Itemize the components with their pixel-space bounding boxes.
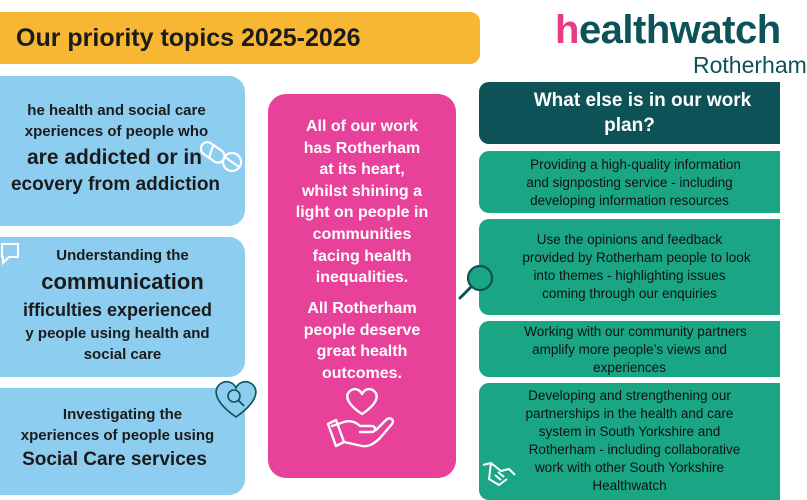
workplan-line: work with other South Yorkshire: [534, 459, 725, 475]
heart-magnifier-icon: [210, 375, 262, 423]
workplan-item-information: [479, 151, 780, 213]
page-title: Our priority topics 2025-2026: [16, 23, 361, 52]
workplan-line: and signposting service - including: [526, 174, 733, 190]
priority-card-addiction: [0, 76, 245, 226]
workplan-item-partnerships: [479, 383, 780, 500]
priority-line-emphasis: Social Care services: [22, 448, 207, 470]
pills-icon: [196, 138, 246, 178]
priority-line: Understanding the: [56, 247, 189, 264]
priority-line: Investigating the: [62, 406, 183, 423]
priority-line-emphasis: ifficulties experienced: [22, 299, 213, 320]
workplan-line: Rotherham - including collaborative: [528, 441, 741, 457]
mission-card: [268, 94, 456, 478]
priority-line: xperiences of people using: [20, 427, 215, 445]
mission-line: facing health: [312, 247, 412, 265]
workplan-line: Providing a high-quality information: [530, 157, 741, 172]
priority-card-communication: [0, 237, 245, 377]
heart-in-hand-icon: [322, 380, 402, 460]
mission-line: at its heart,: [319, 161, 405, 179]
priority-line: xperiences of people who: [24, 123, 209, 141]
workplan-header: [479, 82, 780, 144]
workplan-line: Use the opinions and feedback: [536, 232, 723, 247]
workplan-line: developing information resources: [530, 192, 729, 208]
workplan-item-partners: [479, 321, 780, 377]
mission-line: light on people in: [295, 204, 429, 222]
mission-line: outcomes.: [321, 364, 402, 382]
workplan-header-line: plan?: [604, 115, 655, 137]
workplan-header-line: What else is in our work: [533, 90, 752, 111]
workplan-line: Healthwatch: [592, 477, 667, 493]
workplan-item-feedback: [479, 219, 780, 315]
mission-line: has Rotherham: [303, 139, 421, 157]
mission-line: communities: [312, 225, 412, 243]
mission-line: people deserve: [303, 321, 421, 339]
workplan-line: Developing and strengthening our: [528, 388, 731, 403]
priority-line-emphasis: ecovery from addiction: [10, 174, 221, 196]
workplan-line: experiences: [593, 359, 666, 375]
workplan-line: partnerships in the health and care: [525, 405, 734, 421]
priority-line-emphasis: communication: [41, 269, 204, 295]
mission-line: great health: [316, 343, 408, 361]
priority-card-social-care: [0, 388, 245, 495]
handshake-icon: [479, 453, 519, 493]
priority-line: he health and social care: [27, 102, 206, 119]
workplan-line: coming through our enquiries: [542, 285, 717, 301]
workplan-line: system in South Yorkshire and: [538, 423, 721, 439]
mission-line: inequalities.: [315, 269, 409, 287]
workplan-line: provided by Rotherham people to look: [522, 249, 751, 265]
priority-line-emphasis: are addicted or in: [26, 145, 203, 169]
priority-line: y people using health and: [25, 325, 210, 343]
speech-bubble-icon: [0, 241, 22, 267]
workplan-line: amplify more people’s views and: [532, 341, 727, 357]
logo-location: Rotherham: [693, 52, 807, 78]
workplan-line: Working with our community partners: [524, 324, 747, 339]
mission-line: whilst shining a: [301, 182, 422, 200]
healthwatch-logo: [555, 8, 807, 78]
logo-wordmark: healthwatch: [555, 8, 781, 52]
mission-line: All Rotherham: [307, 300, 417, 317]
magnifier-icon: [454, 258, 500, 304]
mission-line: All of our work: [306, 118, 418, 135]
title-banner: [0, 12, 480, 64]
workplan-line: into themes - highlighting issues: [533, 267, 726, 283]
priority-line: social care: [83, 346, 162, 364]
